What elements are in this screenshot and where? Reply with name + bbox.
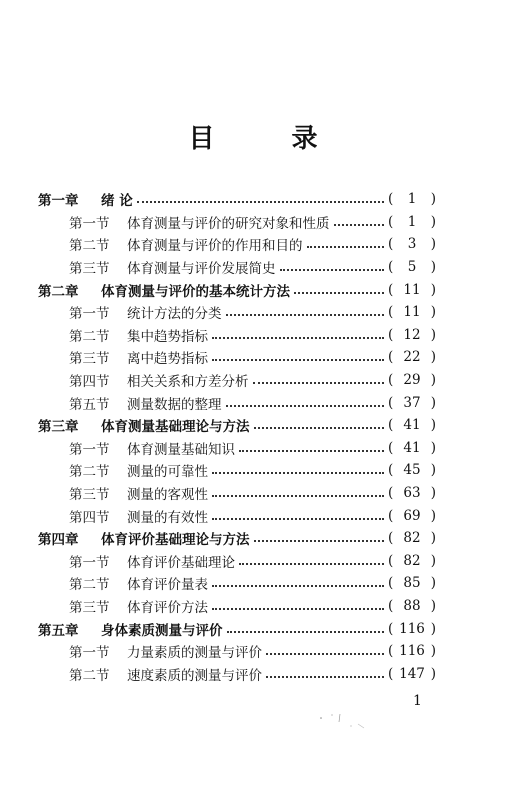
close-paren: ) [430, 349, 436, 366]
dot-leader [137, 192, 384, 206]
toc-page-ref [388, 575, 436, 591]
toc-entry-label [38, 325, 208, 345]
toc-section-row [38, 391, 436, 414]
open-paren: ( [388, 236, 394, 253]
close-paren: ) [430, 259, 436, 276]
toc-page-ref [388, 530, 436, 546]
open-paren: ( [388, 643, 394, 660]
toc-page-number: 29 [403, 372, 421, 389]
close-paren: ) [430, 552, 436, 569]
open-paren: ( [388, 281, 394, 298]
close-paren: ) [430, 665, 436, 682]
close-paren: ) [430, 281, 436, 298]
open-paren: ( [388, 191, 394, 208]
toc-entry-number: 第三节 [69, 487, 110, 504]
open-paren: ( [388, 372, 394, 389]
toc-entry-title: 体育评价基础理论 [127, 554, 235, 571]
toc-page-number: 85 [403, 575, 421, 592]
toc-page-ref [388, 643, 436, 659]
toc-page-ref [388, 621, 436, 637]
toc-entry-title: 体育评价方法 [127, 599, 208, 616]
open-paren: ( [388, 213, 394, 230]
toc-page-number: 11 [403, 304, 421, 321]
toc-section-row [38, 550, 436, 573]
toc-entry-label [38, 257, 276, 277]
toc-page-number: 82 [403, 530, 421, 547]
open-paren: ( [388, 417, 394, 434]
close-paren: ) [430, 530, 436, 547]
toc-chapter-row [38, 278, 436, 301]
open-paren: ( [388, 485, 394, 502]
toc-entry-title: 测量的可靠性 [127, 464, 208, 481]
close-paren: ) [430, 507, 436, 524]
toc-page-number: 5 [407, 259, 417, 276]
dot-leader [226, 305, 385, 319]
close-paren: ) [430, 620, 436, 637]
toc-chapter-row [38, 617, 436, 640]
toc-entry-label [38, 506, 208, 526]
dot-leader [280, 260, 385, 274]
toc-entry-title: 体育测量与评价发展简史 [127, 261, 276, 278]
toc-page-ref [388, 236, 436, 252]
close-paren: ) [430, 236, 436, 253]
open-paren: ( [388, 530, 394, 547]
toc-entry-title: 统计方法的分类 [127, 306, 222, 323]
toc-entry-label [38, 302, 222, 322]
toc-entry-number: 第四章 [38, 532, 79, 549]
toc-entry-label [38, 460, 208, 480]
toc-entry-title: 体育测量与评价的基本统计方法 [101, 283, 290, 300]
toc-entry-label [38, 393, 222, 413]
toc-page-ref [388, 598, 436, 614]
toc-entry-title: 身体素质测量与评价 [101, 622, 223, 639]
toc-entry-title: 相关关系和方差分析 [127, 374, 249, 391]
toc-entry-label [38, 415, 250, 435]
toc-section-row [38, 437, 436, 460]
dot-leader [294, 283, 384, 297]
toc-chapter-row [38, 527, 436, 550]
toc-page-number: 63 [403, 485, 421, 502]
toc-page-ref [388, 395, 436, 411]
dot-leader [227, 622, 385, 636]
toc-page-number: 147 [399, 665, 425, 682]
close-paren: ) [430, 372, 436, 389]
toc-page-ref [388, 485, 436, 501]
toc-entry-label [38, 641, 262, 661]
close-paren: ) [430, 213, 436, 230]
open-paren: ( [388, 259, 394, 276]
dot-leader [212, 576, 384, 590]
toc-entry-label [38, 189, 133, 209]
close-paren: ) [430, 326, 436, 343]
toc-section-row [38, 324, 436, 347]
close-paren: ) [430, 643, 436, 660]
dot-leader [212, 509, 384, 523]
toc-entry-number: 第二节 [69, 238, 110, 255]
toc-page-number: 116 [399, 643, 425, 660]
open-paren: ( [388, 665, 394, 682]
toc-section-row [38, 211, 436, 234]
toc-page-ref [388, 304, 436, 320]
toc-section-row [38, 459, 436, 482]
toc-entry-number: 第三节 [69, 261, 110, 278]
close-paren: ) [430, 575, 436, 592]
dot-leader [212, 463, 384, 477]
toc-page-ref [388, 462, 436, 478]
toc-page-ref [388, 440, 436, 456]
toc-entry-number: 第五节 [69, 396, 110, 413]
toc-entry-number: 第三节 [69, 599, 110, 616]
toc-section-row [38, 662, 436, 685]
toc-page-number: 1 [407, 191, 417, 208]
toc-page-ref [388, 349, 436, 365]
toc-page-number: 41 [403, 439, 421, 456]
scan-specks [318, 712, 368, 732]
dot-leader [334, 215, 385, 229]
toc-entry-number: 第四节 [69, 374, 110, 391]
toc-section-row [38, 369, 436, 392]
toc-entry-number: 第一节 [69, 215, 110, 232]
open-paren: ( [388, 439, 394, 456]
toc-page-number: 45 [403, 462, 421, 479]
toc-page-number: 116 [399, 620, 425, 637]
toc-page-ref [388, 508, 436, 524]
toc-entry-number: 第一节 [69, 441, 110, 458]
toc-section-row [38, 504, 436, 527]
toc-entry-label [38, 551, 235, 571]
toc-page-ref [388, 553, 436, 569]
open-paren: ( [388, 620, 394, 637]
toc-section-row [38, 640, 436, 663]
dot-leader [212, 599, 384, 613]
dot-leader [239, 441, 384, 455]
toc-page-number: 11 [403, 281, 421, 298]
open-paren: ( [388, 552, 394, 569]
toc-page-number: 37 [403, 394, 421, 411]
open-paren: ( [388, 349, 394, 366]
toc-page-ref [388, 666, 436, 682]
toc-page-number: 12 [403, 326, 421, 343]
toc-entry-title: 测量数据的整理 [127, 396, 222, 413]
toc-entry-label [38, 370, 249, 390]
toc-entry-label [38, 573, 208, 593]
toc-entry-number: 第二节 [69, 577, 110, 594]
dot-leader [254, 531, 385, 545]
toc-page-ref [388, 191, 436, 207]
toc-entry-label [38, 596, 208, 616]
toc-entry-label [38, 619, 223, 639]
open-paren: ( [388, 326, 394, 343]
toc-entry-label [38, 347, 208, 367]
close-paren: ) [430, 304, 436, 321]
close-paren: ) [430, 417, 436, 434]
dot-leader [254, 418, 385, 432]
page-title: 目 录 [188, 124, 352, 154]
toc-entry-title: 测量的有效性 [127, 509, 208, 526]
toc-page-ref [388, 417, 436, 433]
dot-leader [212, 486, 384, 500]
toc-chapter-row [38, 188, 436, 211]
dot-leader [212, 350, 384, 364]
open-paren: ( [388, 507, 394, 524]
toc-section-row [38, 301, 436, 324]
toc-entry-number: 第二节 [69, 667, 110, 684]
toc-entry-title: 速度素质的测量与评价 [127, 667, 262, 684]
toc-entry-title: 集中趋势指标 [127, 328, 208, 345]
toc-entry-title: 测量的客观性 [127, 487, 208, 504]
toc-entry-label [38, 483, 208, 503]
toc-page-number: 69 [403, 507, 421, 524]
toc-page-number: 1 [407, 213, 417, 230]
toc-chapter-row [38, 414, 436, 437]
dot-leader [239, 554, 384, 568]
toc-section-row [38, 233, 436, 256]
toc-page-number: 82 [403, 552, 421, 569]
toc-entry-title: 离中趋势指标 [127, 351, 208, 368]
toc-entry-title: 力量素质的测量与评价 [127, 645, 262, 662]
toc-entry-label [38, 234, 303, 254]
toc-page-number: 88 [403, 597, 421, 614]
toc-page-number: 22 [403, 349, 421, 366]
toc-entry-label [38, 438, 235, 458]
toc-section-row [38, 482, 436, 505]
dot-leader [266, 667, 384, 681]
toc-entry-title: 体育测量与评价的研究对象和性质 [127, 215, 330, 232]
toc-entry-title: 体育评价基础理论与方法 [101, 532, 250, 549]
toc-entry-title: 体育测量基础知识 [127, 441, 235, 458]
toc-entry-label [38, 664, 262, 684]
close-paren: ) [430, 394, 436, 411]
toc-entry-number: 第五章 [38, 622, 79, 639]
toc-entry-title: 体育评价量表 [127, 577, 208, 594]
toc-entry-label [38, 212, 330, 232]
toc-entry-number: 第一节 [69, 645, 110, 662]
toc-page-ref [388, 214, 436, 230]
toc-entry-number: 第二节 [69, 328, 110, 345]
toc-entry-number: 第四节 [69, 509, 110, 526]
toc-entry-label [38, 280, 290, 300]
toc-page-ref [388, 282, 436, 298]
toc-entry-number: 第二节 [69, 464, 110, 481]
toc-entry-number: 第三章 [38, 419, 79, 436]
toc-page-ref [388, 327, 436, 343]
toc-entry-title: 体育测量基础理论与方法 [101, 419, 250, 436]
dot-leader [307, 237, 385, 251]
dot-leader [226, 396, 385, 410]
open-paren: ( [388, 575, 394, 592]
close-paren: ) [430, 191, 436, 208]
toc-page-ref [388, 259, 436, 275]
toc-section-row [38, 595, 436, 618]
toc-entry-label [38, 528, 250, 548]
toc-entry-number: 第三节 [69, 351, 110, 368]
open-paren: ( [388, 304, 394, 321]
open-paren: ( [388, 597, 394, 614]
toc-entry-title: 绪 论 [101, 193, 133, 210]
close-paren: ) [430, 485, 436, 502]
table-of-contents [38, 188, 436, 685]
toc-section-row [38, 572, 436, 595]
toc-entry-number: 第一节 [69, 306, 110, 323]
toc-page-number: 3 [407, 236, 417, 253]
toc-page-number: 41 [403, 417, 421, 434]
toc-section-row [38, 346, 436, 369]
dot-leader [266, 644, 384, 658]
dot-leader [212, 328, 384, 342]
open-paren: ( [388, 462, 394, 479]
toc-entry-number: 第二章 [38, 283, 79, 300]
toc-entry-number: 第一节 [69, 554, 110, 571]
page-number: 1 [413, 693, 422, 709]
close-paren: ) [430, 462, 436, 479]
dot-leader [253, 373, 385, 387]
toc-entry-title: 体育测量与评价的作用和目的 [127, 238, 303, 255]
close-paren: ) [430, 597, 436, 614]
open-paren: ( [388, 394, 394, 411]
toc-page-ref [388, 372, 436, 388]
toc-entry-number: 第一章 [38, 193, 79, 210]
close-paren: ) [430, 439, 436, 456]
toc-section-row [38, 256, 436, 279]
